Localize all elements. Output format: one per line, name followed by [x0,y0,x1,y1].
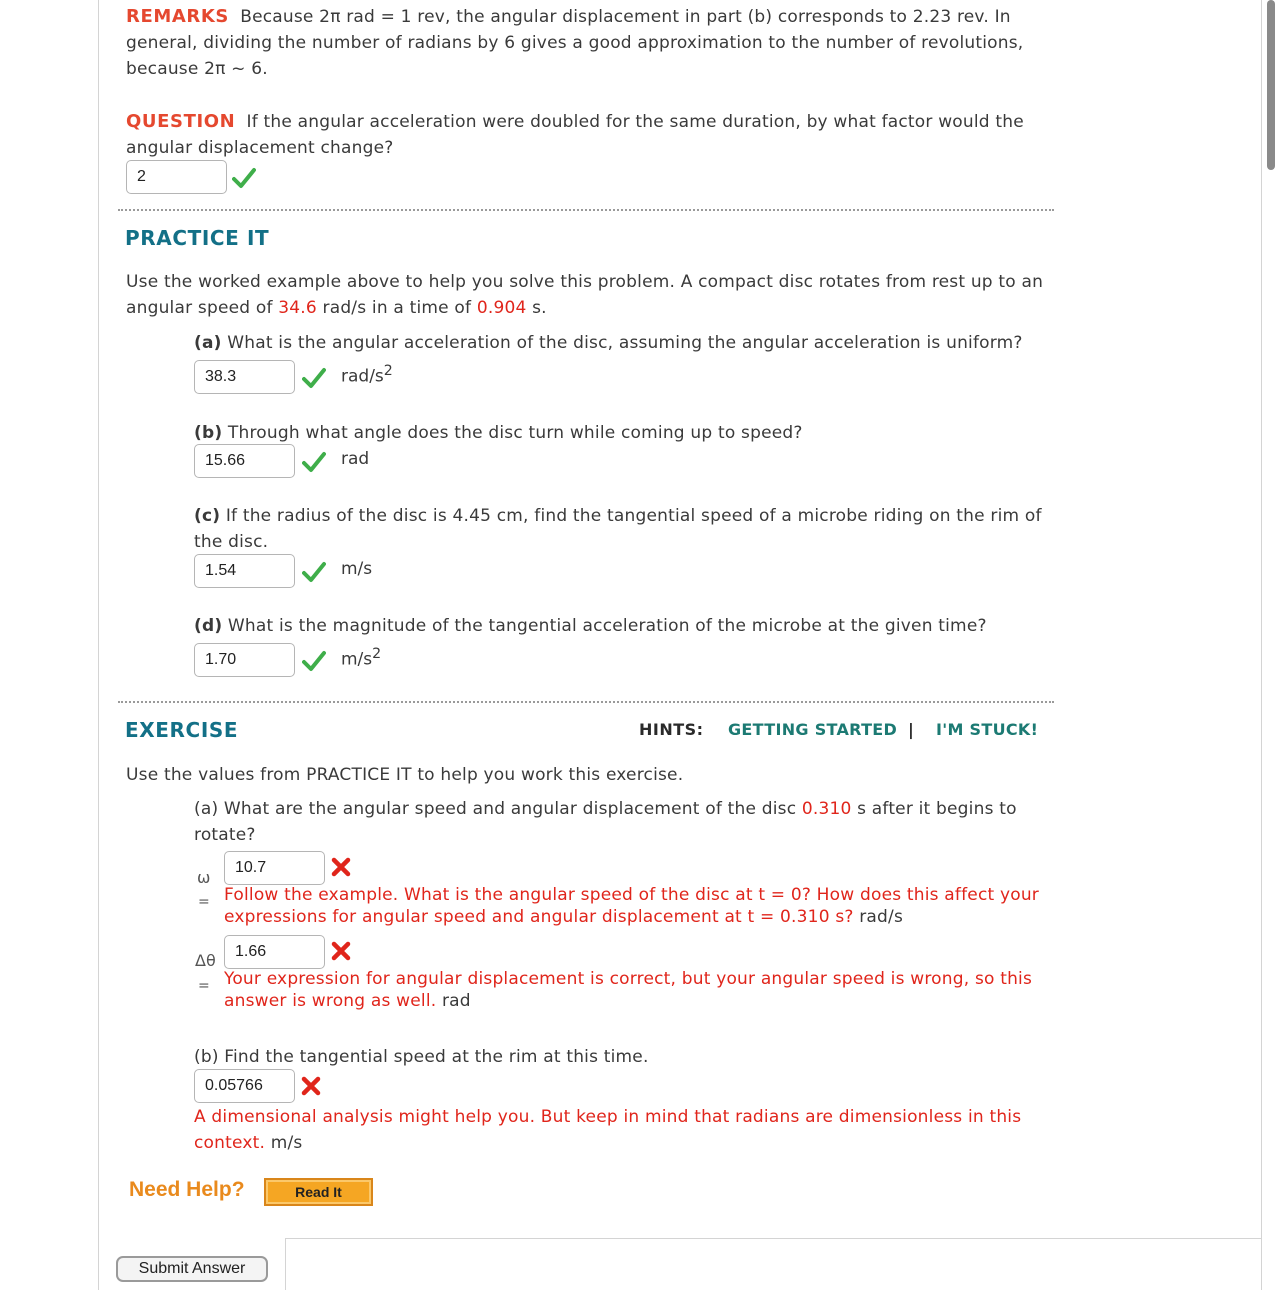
feedback-text: answer is wrong as well. [224,991,437,1011]
scrollbar-track[interactable] [1263,0,1284,1290]
omega-feedback [224,884,1054,928]
remarks-keyword: REMARKS [126,6,229,27]
exercise-intro: Use the values from PRACTICE IT to help you work this exercise. [126,765,684,785]
omega-unit: rad/s [859,907,904,927]
part-label: (b) [194,423,223,443]
unit-text: rad/s [341,366,384,387]
feedback-text: Follow the example. What is the angular speed of the disc at t = 0? How does this affect your [224,885,1039,905]
scrollbar-thumb[interactable] [1267,0,1275,170]
practice-d-unit [341,646,381,670]
practice-part-b-question [194,420,1054,446]
hint-getting-started-link[interactable]: GETTING STARTED [728,720,898,739]
tangential-speed-feedback [194,1104,1054,1156]
theta-equals: = [198,978,210,994]
hint-separator: | [908,720,914,739]
practice-it-title: PRACTICE IT [125,226,270,250]
section-divider [118,209,1054,211]
time-value: 0.904 [476,298,527,318]
unit-exponent: 2 [372,646,382,662]
correct-check-icon [302,650,326,672]
bottom-panel [285,1238,1262,1290]
hints-label: HINTS: [639,720,704,739]
exercise-part-b-question: (b) Find the tangential speed at the rim at this time. [194,1047,649,1067]
delta-theta-symbol: Δθ [195,951,216,970]
remarks-paragraph [126,4,1046,82]
theta-unit: rad [441,991,471,1011]
practice-d-answer-input[interactable]: 1.70 [194,643,295,677]
feedback-text: expressions for angular speed and angular displacement at t = 0.310 s? [224,907,854,927]
practice-part-d-question [194,613,1054,639]
question-paragraph [126,109,1046,161]
hint-im-stuck-link[interactable]: I'M STUCK! [936,720,1039,739]
read-it-button[interactable]: Read It [264,1178,373,1206]
question-line1: If the angular acceleration were doubled for the same duration, by what factor would the [246,112,1024,132]
practice-c-answer-input[interactable]: 1.54 [194,554,295,588]
exercise-part-a-question [194,796,1054,848]
question-answer-input[interactable]: 2 [126,160,227,194]
part-text: What is the magnitude of the tangential acceleration of the microbe at the given time? [227,616,987,636]
section-divider [118,701,1054,703]
part-text: s after it begins to [851,799,1017,819]
correct-check-icon [302,451,326,473]
practice-part-a-question [194,330,1054,356]
practice-a-answer-input[interactable]: 38.3 [194,360,295,394]
omega-equals: = [198,894,210,910]
practice-intro-text: s. [526,298,547,318]
part-text: rotate? [194,825,256,845]
remarks-line1: Because 2π rad = 1 rev, the angular displacement in part (b) corresponds to 2.23 rev. In [240,7,1011,27]
part-label: (d) [194,616,223,636]
exercise-time-value: 0.310 [801,799,852,819]
incorrect-x-icon [300,1075,322,1097]
practice-b-answer-input[interactable]: 15.66 [194,444,295,478]
part-text: the disc. [194,532,269,552]
remarks-line2: general, dividing the number of radians by 6 gives a good approximation to the number of revolutions, [126,33,1024,53]
part-label: (c) [194,506,221,526]
correct-check-icon [232,167,256,189]
tangential-speed-unit: m/s [270,1133,303,1153]
practice-c-unit: m/s [341,559,373,579]
feedback-text: Your expression for angular displacement is correct, but your angular speed is wrong, so this [224,969,1033,989]
submit-answer-button[interactable]: Submit Answer [116,1256,268,1282]
practice-intro-text: rad/s in a time of [316,298,477,318]
practice-intro [126,269,1056,321]
incorrect-x-icon [330,940,352,962]
remarks-line3: because 2π ~ 6. [126,59,268,79]
theta-answer-input[interactable]: 1.66 [224,935,325,969]
part-label: (a) [194,333,222,353]
part-text: Through what angle does the disc turn while coming up to speed? [227,423,803,443]
need-help-label: Need Help? [129,1178,245,1201]
feedback-text: context. [194,1133,266,1153]
practice-part-c-question [194,503,1054,555]
practice-a-unit [341,363,393,387]
unit-text: m/s [341,649,373,670]
part-text: If the radius of the disc is 4.45 cm, find the tangential speed of a microbe riding on the rim of [225,506,1042,526]
incorrect-x-icon [330,856,352,878]
feedback-text: A dimensional analysis might help you. But keep in mind that radians are dimensionless in this [194,1107,1022,1127]
hints-bar [639,720,704,739]
practice-b-unit: rad [341,449,370,469]
omega-answer-input[interactable]: 10.7 [224,851,325,885]
correct-check-icon [302,367,326,389]
part-text: (a) What are the angular speed and angular displacement of the disc [194,799,802,819]
angular-speed-value: 34.6 [278,298,317,318]
tangential-speed-answer-input[interactable]: 0.05766 [194,1069,295,1103]
theta-feedback [224,968,1054,1012]
exercise-title: EXERCISE [125,718,239,742]
unit-exponent: 2 [383,363,393,379]
question-line2: angular displacement change? [126,138,394,158]
question-keyword: QUESTION [126,111,236,132]
omega-symbol: ω [197,868,211,887]
practice-intro-text: angular speed of [126,298,279,318]
part-text: What is the angular acceleration of the disc, assuming the angular acceleration is uniform? [227,333,1023,353]
practice-intro-line1: Use the worked example above to help you solve this problem. A compact disc rotates from rest up to an [126,272,1044,292]
correct-check-icon [302,561,326,583]
